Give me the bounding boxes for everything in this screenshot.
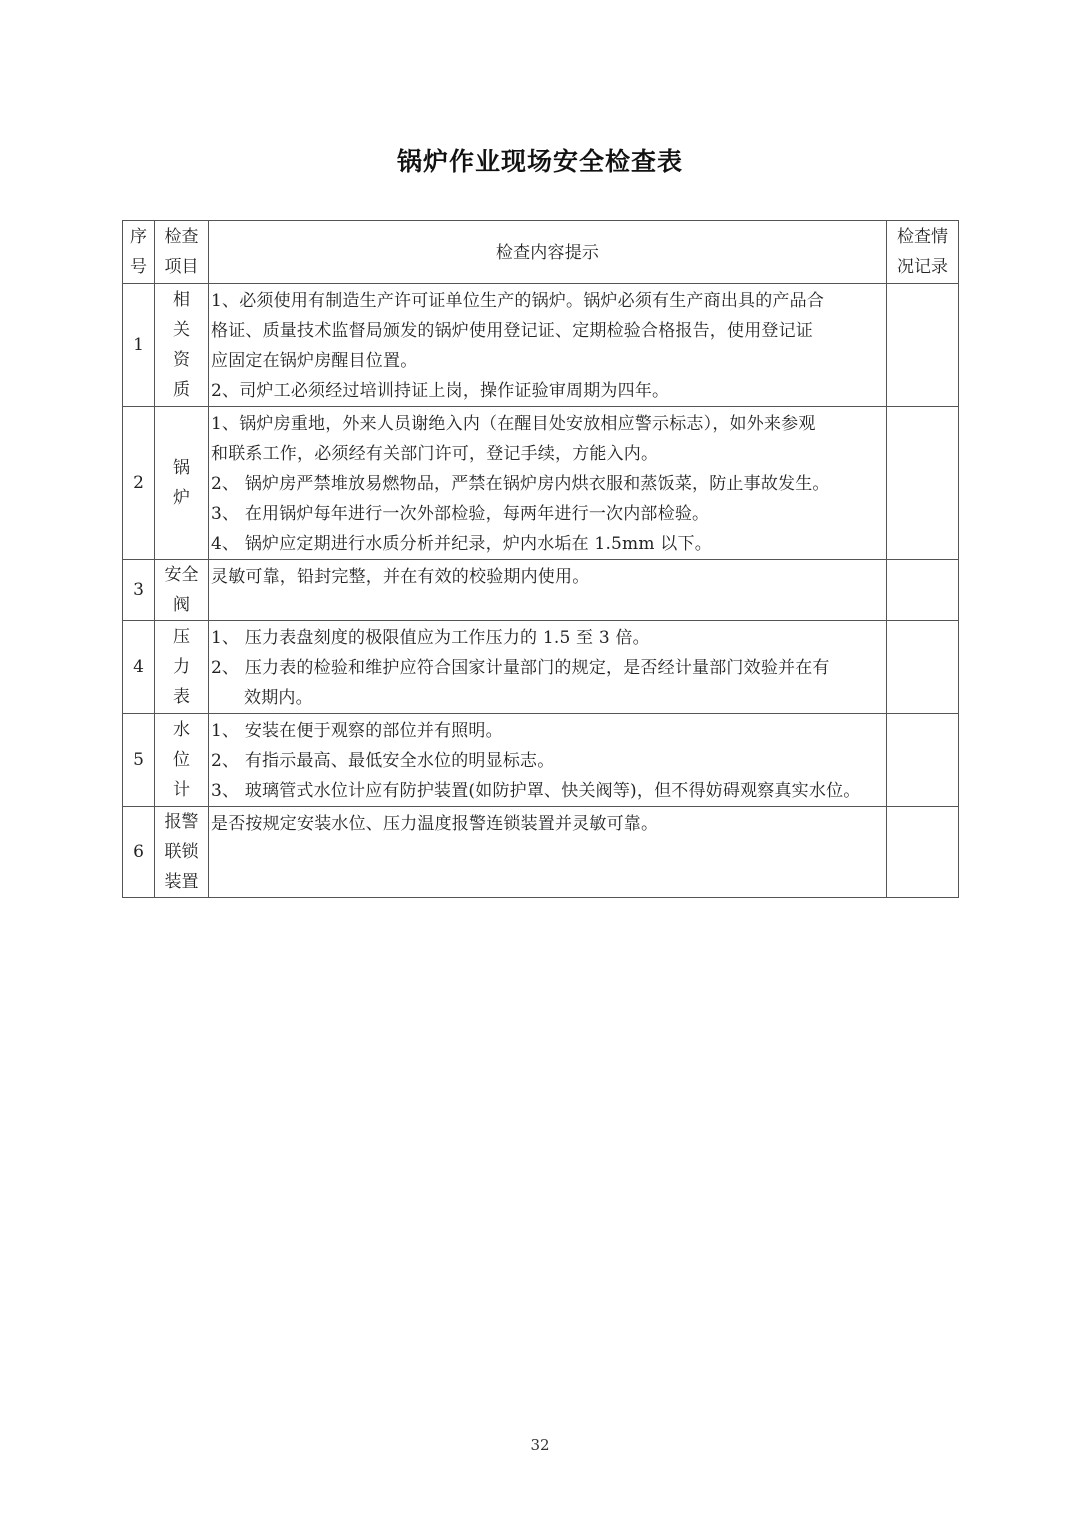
table-row [123, 714, 959, 807]
table-row [123, 284, 959, 407]
row-record-cell[interactable] [887, 807, 959, 898]
document-title: 锅炉作业现场安全检查表 [396, 147, 683, 176]
row-record-cell[interactable] [887, 560, 959, 621]
row-serial-number: 5 [123, 714, 155, 807]
row-serial-number: 2 [123, 407, 155, 560]
row-inspection-item: 安全 阀 [155, 560, 209, 621]
header-inspection-content: 检查内容提示 [209, 221, 887, 284]
row-record-cell[interactable] [887, 407, 959, 560]
row-inspection-content: 1、锅炉房重地，外来人员谢绝入内（在醒目处安放相应警示标志），如外来参观 和联系工作，必须经有关部门许可，登记手续，方能入内。 2、 锅炉房严禁堆放易燃物品，严禁在锅炉房内烘衣服和蒸饭菜，防止事故发生。 3、 在用锅炉每年进行一次外部检验，每两年进行一次内部检验。 4、 锅炉应定期进行水质分析并纪录，炉内水垢在 1.5mm 以下。 [209, 407, 887, 560]
page-number: 32 [530, 1436, 550, 1454]
header-inspection-item: 检查 项目 [155, 221, 209, 284]
row-serial-number: 3 [123, 560, 155, 621]
table-row [123, 807, 959, 898]
table-row [123, 407, 959, 560]
table-header-row [123, 221, 959, 284]
row-inspection-content: 1、 安装在便于观察的部位并有照明。 2、 有指示最高、最低安全水位的明显标志。 3、 玻璃管式水位计应有防护装置(如防护罩、快关阀等)，但不得妨碍观察真实水位。 [209, 714, 887, 807]
header-serial-number: 序 号 [123, 221, 155, 284]
row-inspection-item: 报警 联锁 装置 [155, 807, 209, 898]
table-row [123, 560, 959, 621]
row-record-cell[interactable] [887, 714, 959, 807]
row-record-cell[interactable] [887, 284, 959, 407]
row-serial-number: 1 [123, 284, 155, 407]
inspection-table [122, 220, 959, 898]
row-inspection-content: 是否按规定安装水位、压力温度报警连锁装置并灵敏可靠。 [209, 807, 887, 898]
header-inspection-record: 检查情 况记录 [887, 221, 959, 284]
row-inspection-item: 压 力 表 [155, 621, 209, 714]
row-inspection-content: 1、必须使用有制造生产许可证单位生产的锅炉。锅炉必须有生产商出具的产品合 格证、质量技术监督局颁发的锅炉使用登记证、定期检验合格报告，使用登记证 应固定在锅炉房醒目位置。 2、司炉工必须经过培训持证上岗，操作证验审周期为四年。 [209, 284, 887, 407]
row-record-cell[interactable] [887, 621, 959, 714]
row-inspection-item: 水 位 计 [155, 714, 209, 807]
row-inspection-content: 灵敏可靠，铅封完整，并在有效的校验期内使用。 [209, 560, 887, 621]
table-row [123, 621, 959, 714]
row-serial-number: 4 [123, 621, 155, 714]
row-inspection-item: 相 关 资 质 [155, 284, 209, 407]
row-inspection-content: 1、 压力表盘刻度的极限值应为工作压力的 1.5 至 3 倍。 2、 压力表的检验和维护应符合国家计量部门的规定，是否经计量部门效验并在有 效期内。 [209, 621, 887, 714]
row-inspection-item: 锅 炉 [155, 407, 209, 560]
row-serial-number: 6 [123, 807, 155, 898]
